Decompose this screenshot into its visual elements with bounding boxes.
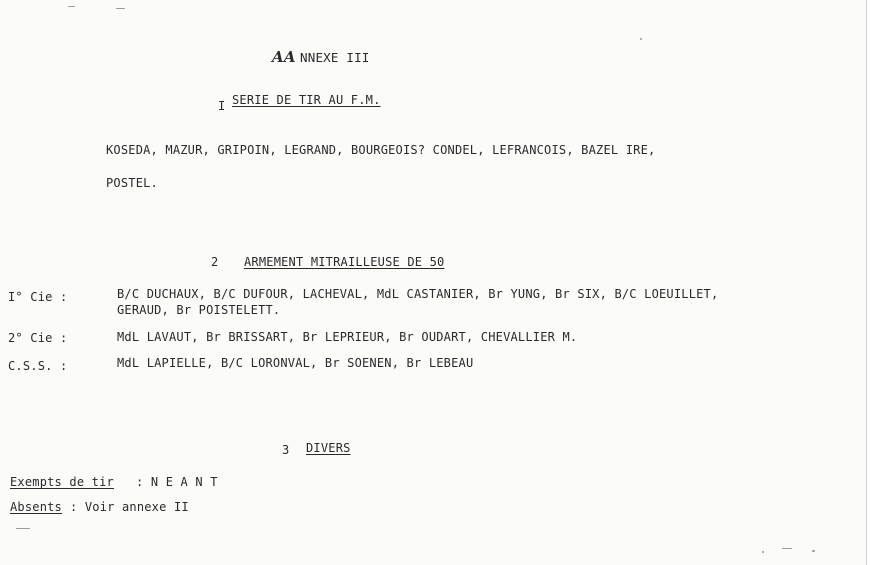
- scan-speck: [812, 550, 815, 552]
- annex-title: NNEXE III: [300, 50, 370, 65]
- row-3-text: MdL LAPIELLE, B/C LORONVAL, Br SOENEN, Br LEBEAU: [117, 356, 474, 370]
- exempts-label: Exempts de tir: [10, 475, 114, 489]
- section-2-number: 2: [211, 255, 219, 269]
- absents-label: Absents: [10, 500, 62, 514]
- section-3-number: 3: [282, 443, 290, 457]
- row-2-label: 2° Cie :: [8, 331, 68, 345]
- section-1-number: I: [218, 99, 226, 113]
- row-2-text: MdL LAVAUT, Br BRISSART, Br LEPRIEUR, Br OUDART, CHEVALLIER M.: [117, 330, 578, 344]
- section-2-title: ARMEMENT MITRAILLEUSE DE 50: [244, 255, 445, 269]
- scan-speck: [68, 6, 75, 7]
- absents-value: : Voir annexe II: [70, 500, 189, 514]
- row-1-text-line2: GERAUD, Br POISTELETT.: [117, 303, 281, 317]
- exempts-value: : N E A N T: [136, 475, 218, 489]
- row-1-text-line1: B/C DUCHAUX, B/C DUFOUR, LACHEVAL, MdL CASTANIER, Br YUNG, Br SIX, B/C LOEUILLET,: [117, 287, 719, 301]
- section-1-title: SERIE DE TIR AU F.M.: [232, 93, 381, 107]
- scan-speck: [640, 38, 642, 40]
- row-1-label: I° Cie :: [8, 290, 68, 304]
- scan-speck: [782, 548, 792, 549]
- scan-speck: [116, 8, 125, 9]
- row-3-label: C.S.S. :: [8, 359, 68, 373]
- scan-speck: [762, 551, 764, 553]
- section-3-title: DIVERS: [306, 441, 351, 455]
- section-1-names-line2: POSTEL.: [106, 176, 158, 190]
- section-1-names-line1: KOSEDA, MAZUR, GRIPOIN, LEGRAND, BOURGEOIS? CONDEL, LEFRANCOIS, BAZEL IRE,: [106, 143, 656, 157]
- annex-stamp: AA: [272, 48, 296, 66]
- scan-speck: [16, 528, 30, 529]
